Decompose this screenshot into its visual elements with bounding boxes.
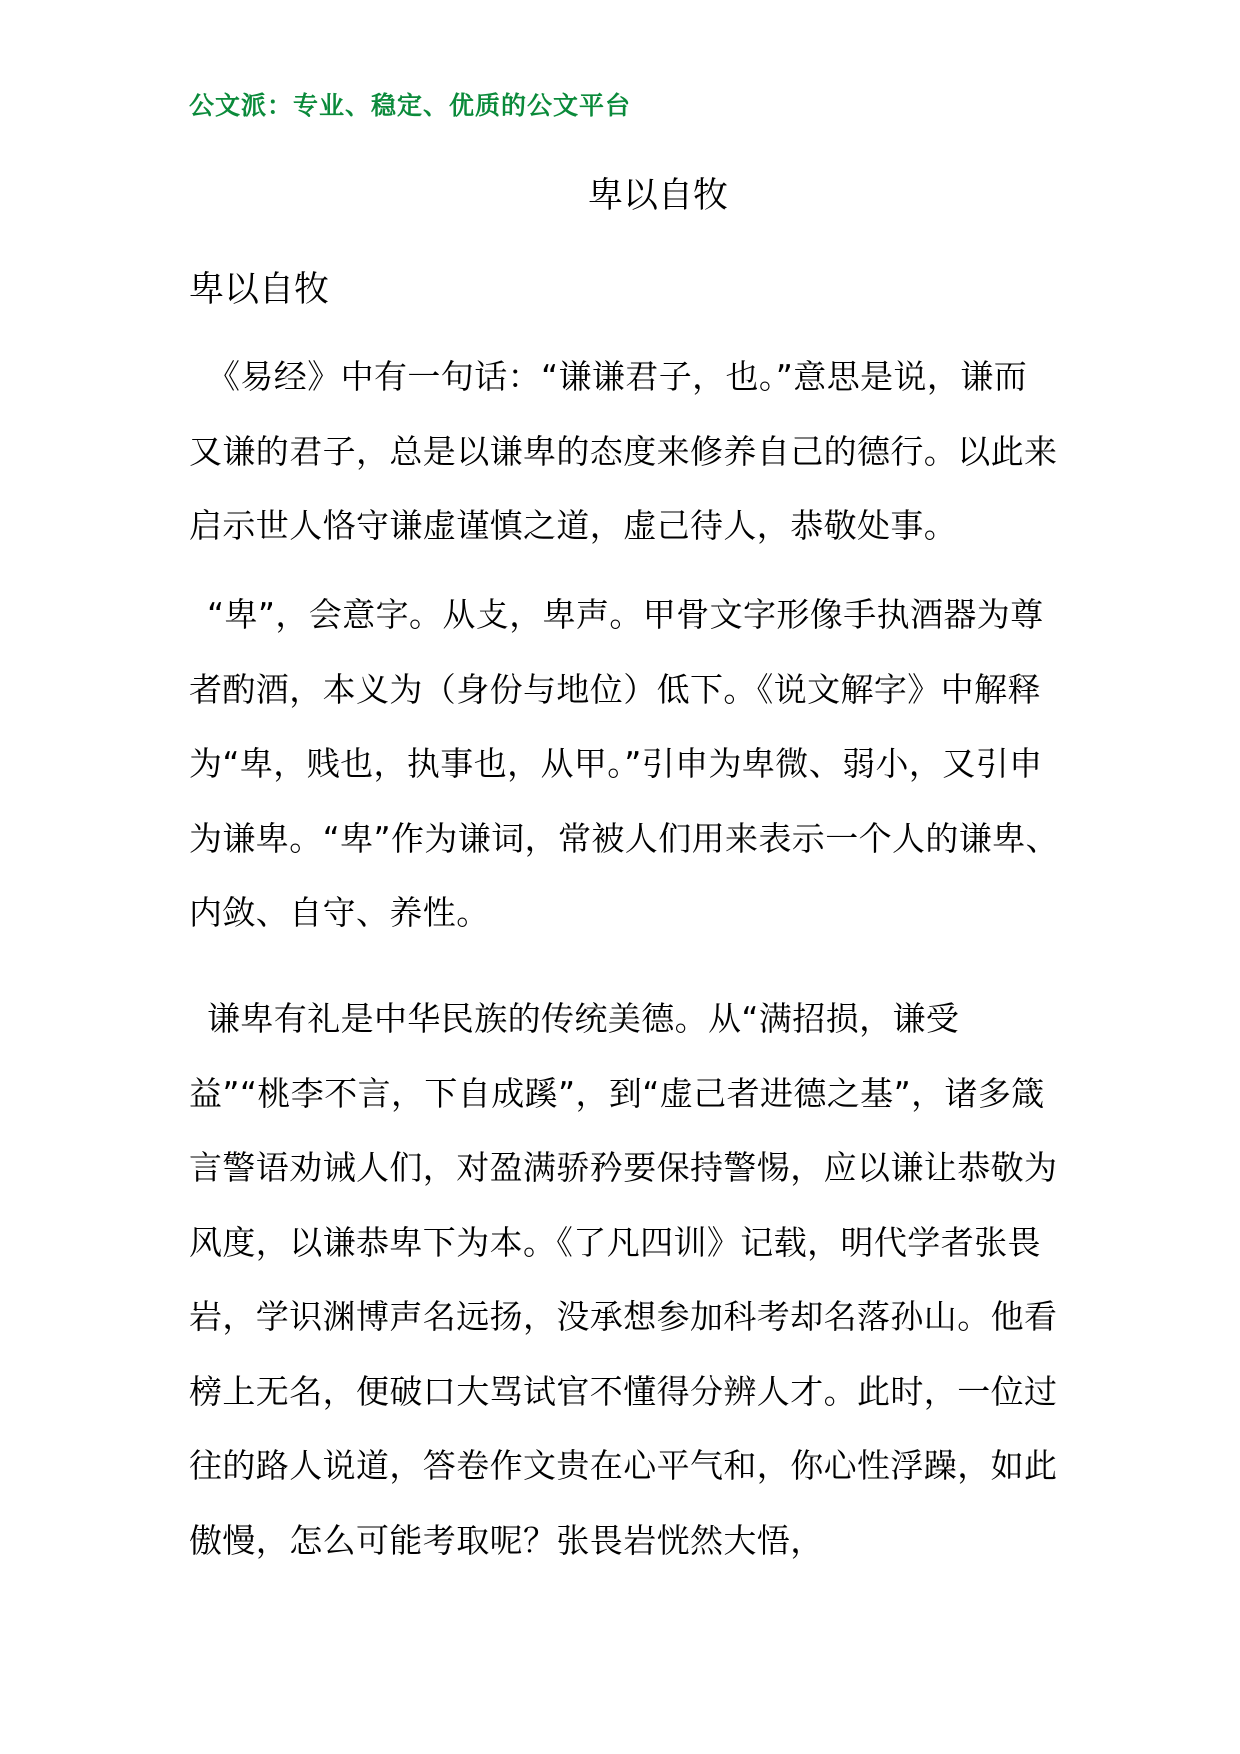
paragraph-1: 《易经》中有一句话：“谦谦君子，也。”意思是说，谦而又谦的君子，总是以谦卑的态度来修养自己的德行。以此来启示世人恪守谦虚谨慎之道，虚己待人，恭敬处事。: [189, 357, 1058, 545]
site-header: 公文派：专业、稳定、优质的公文平台: [189, 91, 632, 120]
document-subtitle: 卑以自牧: [189, 270, 330, 310]
document-title: 卑以自牧: [587, 176, 728, 216]
paragraph-2: “卑”，会意字。从攴，卑声。甲骨文字形像手执酒器为尊者酌酒，本义为（身份与地位）低下。《说文解字》中解释为“卑，贱也，执事也，从甲。”引申为卑微、弱小，又引申为谦卑。“卑”作为谦词，常被人们用来表示一个人的谦卑、内敛、自守、养性。: [189, 595, 1059, 932]
paragraph-3: 谦卑有礼是中华民族的传统美德。从“满招损，谦受益”“桃李不言，下自成蹊”，到“虚己者进德之基”，诸多箴言警语劝诫人们，对盈满骄矜要保持警惕，应以谦让恭敬为风度，以谦恭卑下为本。《了凡四训》记载，明代学者张畏岩，学识渊博声名远扬，没承想参加科考却名落孙山。他看榜上无名，便破口大骂试官不懂得分辨人才。此时，一位过往的路人说道，答卷作文贵在心平气和，你心性浮躁，如此傲慢，怎么可能考取呢？张畏岩恍然大悟，: [189, 999, 1058, 1560]
